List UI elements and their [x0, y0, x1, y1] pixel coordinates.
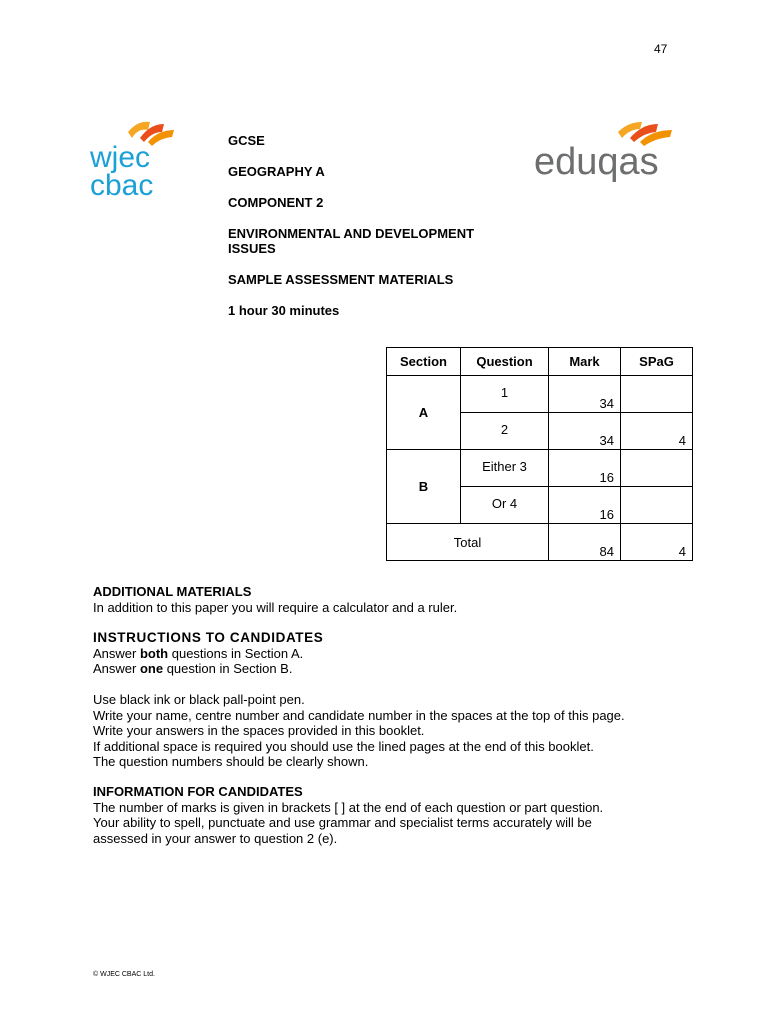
spag-cell: 4: [621, 413, 693, 450]
spag-cell: [621, 450, 693, 487]
instruction-line-section-b: Answer one question in Section B.: [93, 661, 293, 676]
component-title: COMPONENT 2: [228, 195, 324, 210]
wjec-cbac-logo: [88, 112, 184, 204]
mark-cell: 16: [549, 450, 621, 487]
instruction-line-section-a: Answer both questions in Section A.: [93, 645, 304, 661]
instructions-section: [93, 630, 625, 770]
question-cell: 2: [461, 413, 549, 450]
svg-text:eduqas: eduqas: [534, 141, 659, 183]
header-section: Section: [387, 348, 461, 376]
eduqas-logo: [530, 112, 680, 186]
header-spag: SPaG: [621, 348, 693, 376]
instructions-heading: INSTRUCTIONS TO CANDIDATES: [93, 630, 324, 645]
table-row: [387, 450, 693, 487]
total-row: [387, 524, 693, 561]
instruction-line: If additional space is required you should use the lined pages at the end of this booklet.: [93, 738, 594, 754]
spag-cell: [621, 487, 693, 524]
duration: 1 hour 30 minutes: [228, 303, 340, 318]
page-number: 47: [654, 42, 668, 56]
question-cell: Or 4: [461, 487, 549, 524]
information-heading: INFORMATION FOR CANDIDATES: [93, 784, 303, 799]
information-section: [93, 784, 603, 846]
section-b-cell: B: [387, 450, 461, 524]
instruction-line: Write your name, centre number and candidate number in the spaces at the top of this page.: [93, 707, 625, 723]
total-label: Total: [387, 524, 549, 561]
table-row: [387, 376, 693, 413]
instruction-line: Use black ink or black pall-point pen.: [93, 692, 305, 707]
additional-materials-section: [93, 584, 457, 615]
title-block: [228, 133, 518, 334]
total-mark: 84: [549, 524, 621, 561]
table-header-row: [387, 348, 693, 376]
qualification-title: GCSE: [228, 133, 265, 148]
mark-cell: 16: [549, 487, 621, 524]
materials-title: SAMPLE ASSESSMENT MATERIALS: [228, 272, 454, 287]
mark-cell: 34: [549, 413, 621, 450]
information-line: The number of marks is given in brackets [ ] at the end of each question or part question.: [93, 799, 604, 815]
header-question: Question: [461, 348, 549, 376]
information-line: Your ability to spell, punctuate and use grammar and specialist terms accurately will be: [93, 815, 592, 830]
instruction-line: Write your answers in the spaces provided in this booklet.: [93, 723, 425, 738]
copyright-footer: © WJEC CBAC Ltd.: [93, 971, 155, 978]
svg-text:cbac: cbac: [90, 169, 154, 202]
section-a-cell: A: [387, 376, 461, 450]
total-spag: 4: [621, 524, 693, 561]
component-name: ENVIRONMENTAL AND DEVELOPMENT ISSUES: [228, 226, 475, 256]
marks-table: [386, 347, 693, 561]
question-cell: 1: [461, 376, 549, 413]
question-cell: Either 3: [461, 450, 549, 487]
spag-cell: [621, 376, 693, 413]
additional-materials-heading: ADDITIONAL MATERIALS: [93, 584, 252, 599]
header-mark: Mark: [549, 348, 621, 376]
information-line: assessed in your answer to question 2 (e).: [93, 830, 338, 846]
mark-cell: 34: [549, 376, 621, 413]
additional-materials-text: In addition to this paper you will require a calculator and a ruler.: [93, 599, 458, 615]
instruction-line: The question numbers should be clearly shown.: [93, 754, 369, 769]
subject-title: GEOGRAPHY A: [228, 164, 325, 179]
svg-text:wjec: wjec: [90, 141, 151, 174]
